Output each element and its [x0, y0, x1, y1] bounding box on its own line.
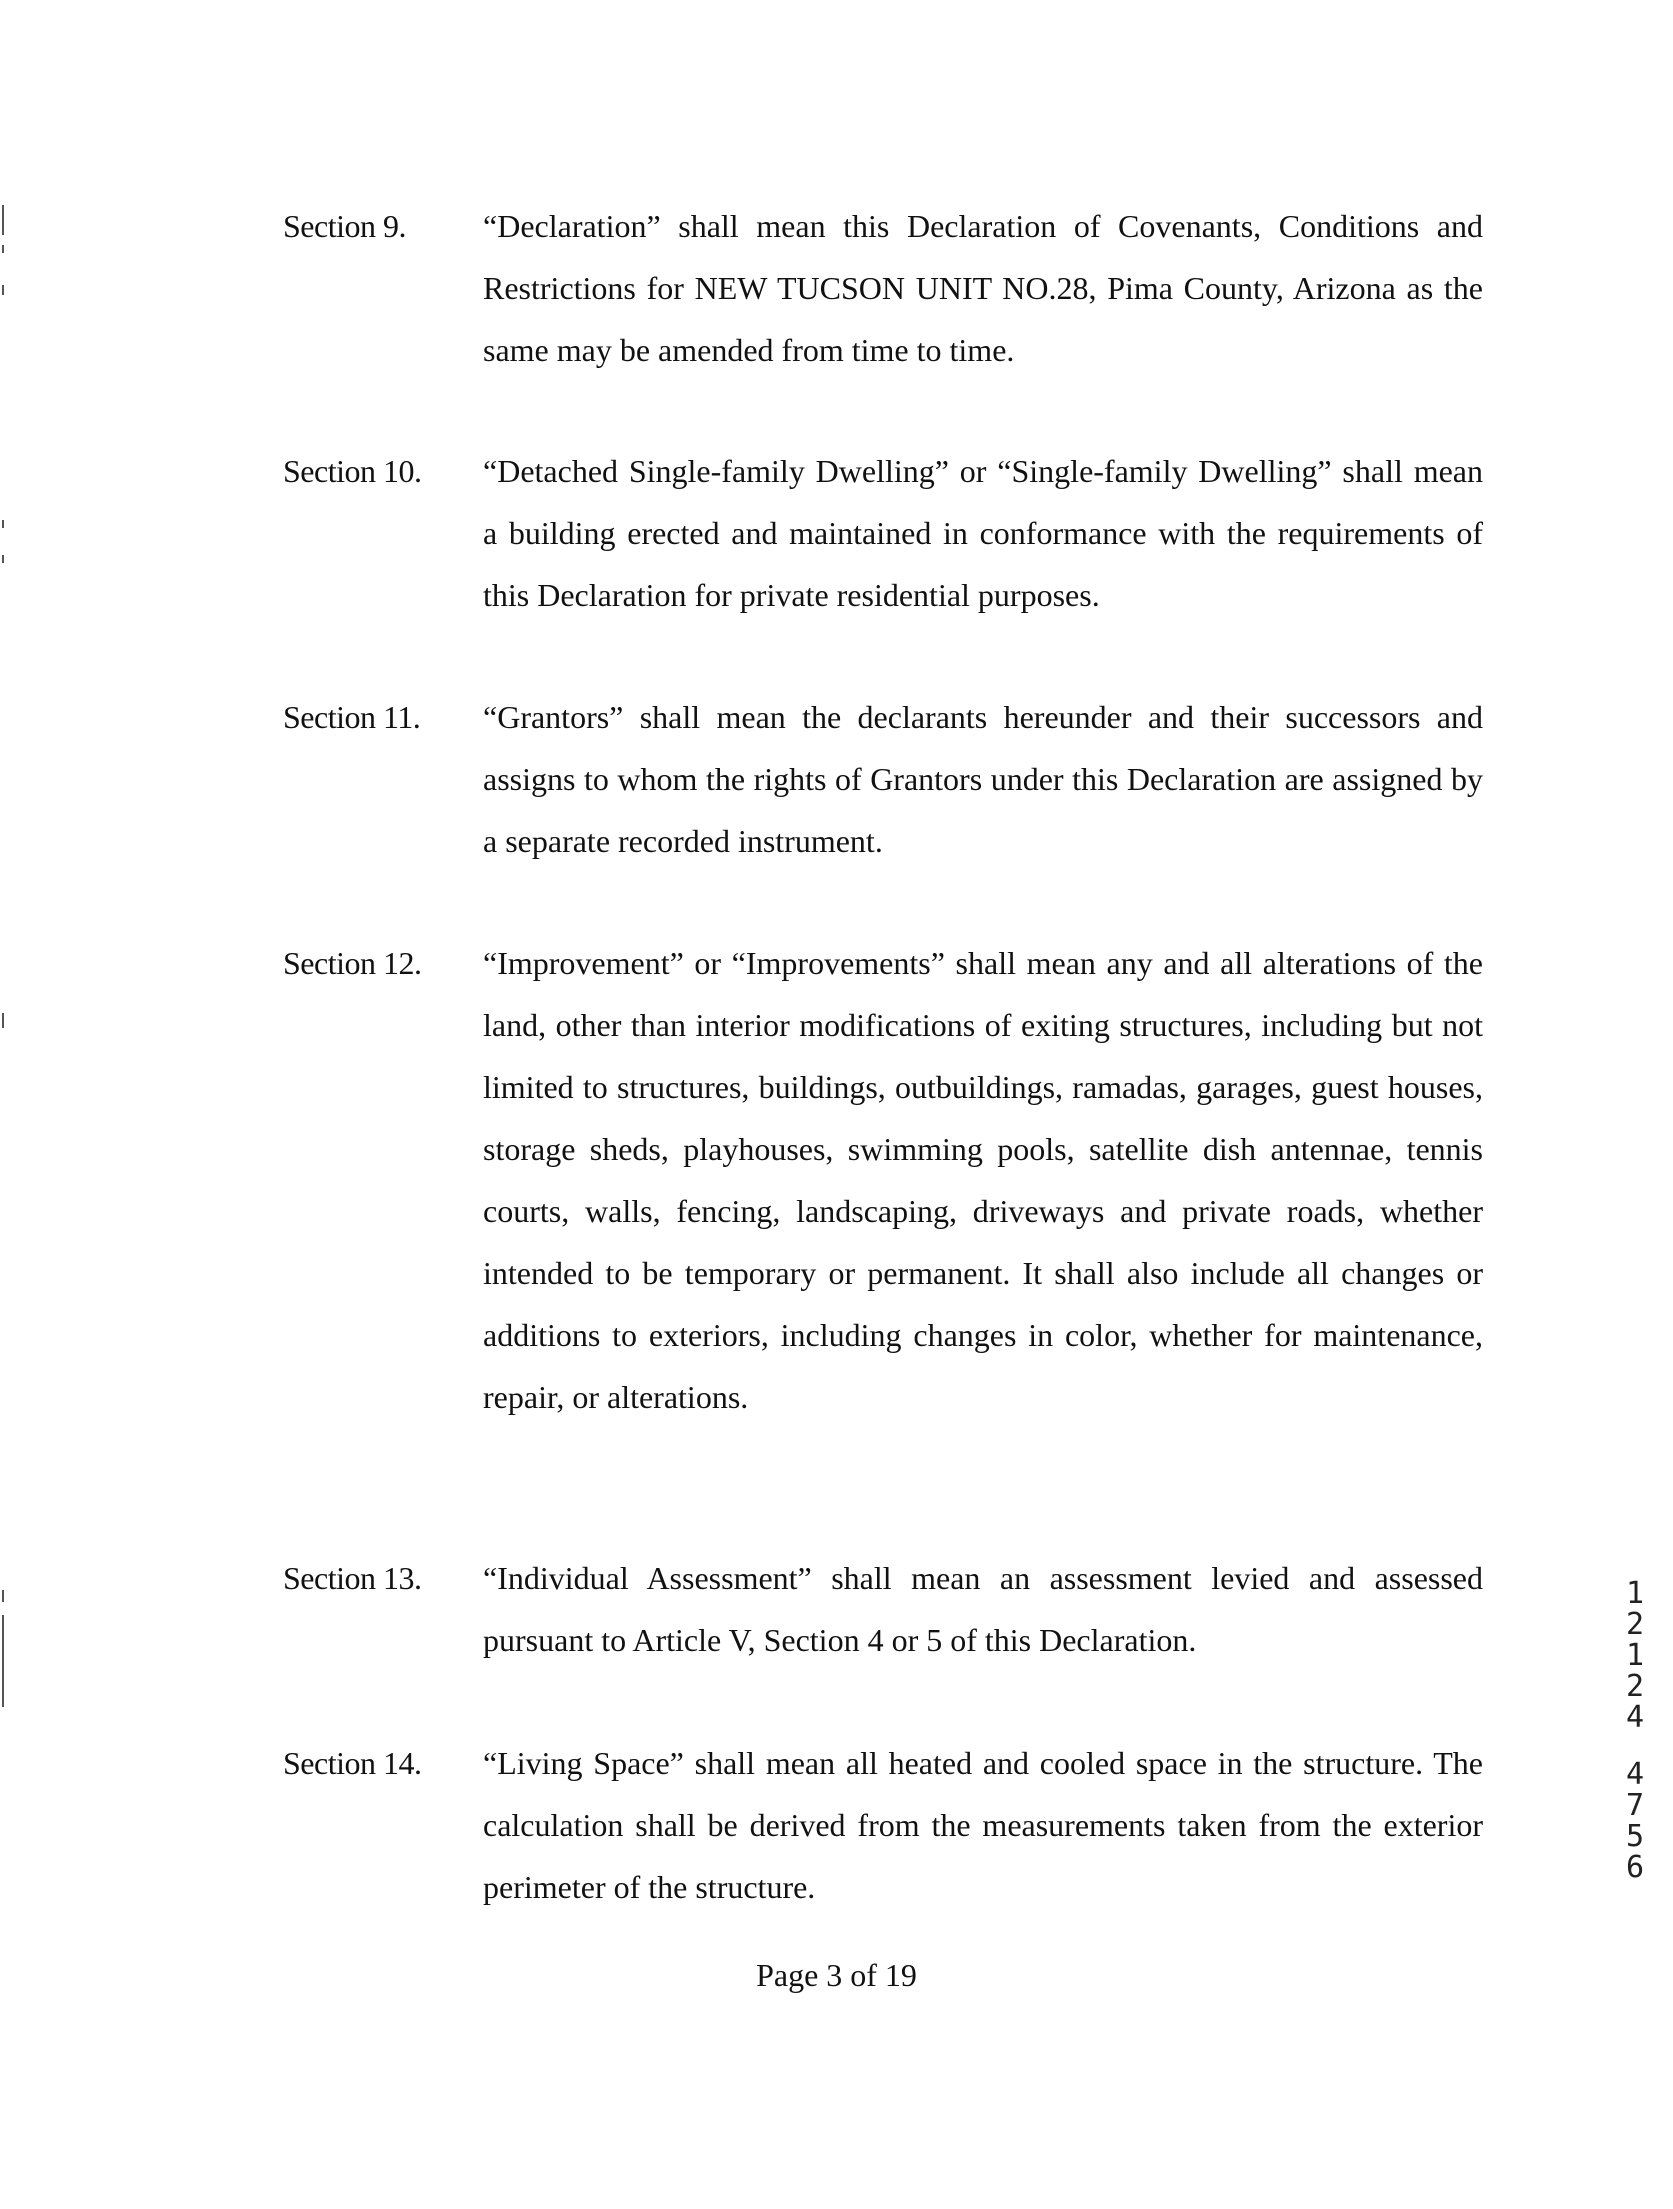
section-label: Section 10. [283, 453, 422, 489]
scan-artifact [2, 1590, 4, 1602]
section-11 [283, 686, 1483, 872]
section-10 [283, 440, 1483, 626]
section-14 [283, 1732, 1483, 1918]
section-label: Section 12. [283, 945, 422, 981]
section-text: “Detached Single-family Dwelling” or “Single-family Dwelling” shall mean a building erected and maintained in conformance with the requirements of this Declaration for private residential purposes. [483, 453, 1483, 613]
stamp-gap [1615, 1733, 1655, 1759]
scan-artifact [2, 1013, 4, 1028]
recording-number-stamp [1615, 1578, 1655, 1883]
page-number: Page 3 of 19 [756, 1957, 917, 1993]
docket-digit: 1 [1625, 1576, 1645, 1611]
docket-digit: 2 [1625, 1607, 1645, 1642]
page-digit: 4 [1625, 1757, 1645, 1792]
scan-artifact [2, 555, 4, 563]
section-text: “Declaration” shall mean this Declaration of Covenants, Conditions and Restrictions for NEW TUCSON UNIT NO.28, Pima County, Arizona as the same may be amended from time to time. [483, 208, 1483, 368]
page-digit: 6 [1625, 1850, 1645, 1885]
scan-artifact [2, 1615, 4, 1707]
scan-artifact [2, 520, 4, 528]
section-12 [283, 932, 1483, 1428]
section-label: Section 13. [283, 1560, 422, 1596]
scan-artifact [2, 205, 4, 235]
section-9 [283, 195, 1483, 381]
section-label: Section 14. [283, 1745, 422, 1781]
section-text: “Individual Assessment” shall mean an assessment levied and assessed pursuant to Article V, Section 4 or 5 of this Declaration. [483, 1560, 1483, 1658]
section-text: “Living Space” shall mean all heated and cooled space in the structure. The calculation shall be derived from the measurements taken from the exterior perimeter of the structure. [483, 1745, 1483, 1905]
page-digit: 7 [1625, 1788, 1645, 1823]
section-text: “Grantors” shall mean the declarants hereunder and their successors and assigns to whom the rights of Grantors under this Declaration are assigned by a separate recorded instrument. [483, 699, 1483, 859]
section-label: Section 9. [283, 208, 406, 244]
section-13 [283, 1547, 1483, 1671]
scan-artifact [2, 245, 4, 253]
section-label: Section 11. [283, 699, 421, 735]
docket-digit: 2 [1625, 1669, 1645, 1704]
docket-digit: 1 [1625, 1638, 1645, 1673]
page-digit: 5 [1625, 1819, 1645, 1854]
scan-artifact [2, 285, 4, 295]
section-text: “Improvement” or “Improvements” shall mean any and all alterations of the land, other than interior modifications of exiting structures, including but not limited to structures, buildings, outbuildings, ramadas, garages, guest houses, storage sheds, playhouses, swimming pools, satellite dish antennae, tennis courts, walls, fencing, landscaping, driveways and private roads, whether intended to be temporary or permanent. It shall also include all changes or additions to exteriors, including changes in color, whether for maintenance, repair, or alterations. [483, 945, 1483, 1415]
docket-digit: 4 [1625, 1700, 1645, 1735]
